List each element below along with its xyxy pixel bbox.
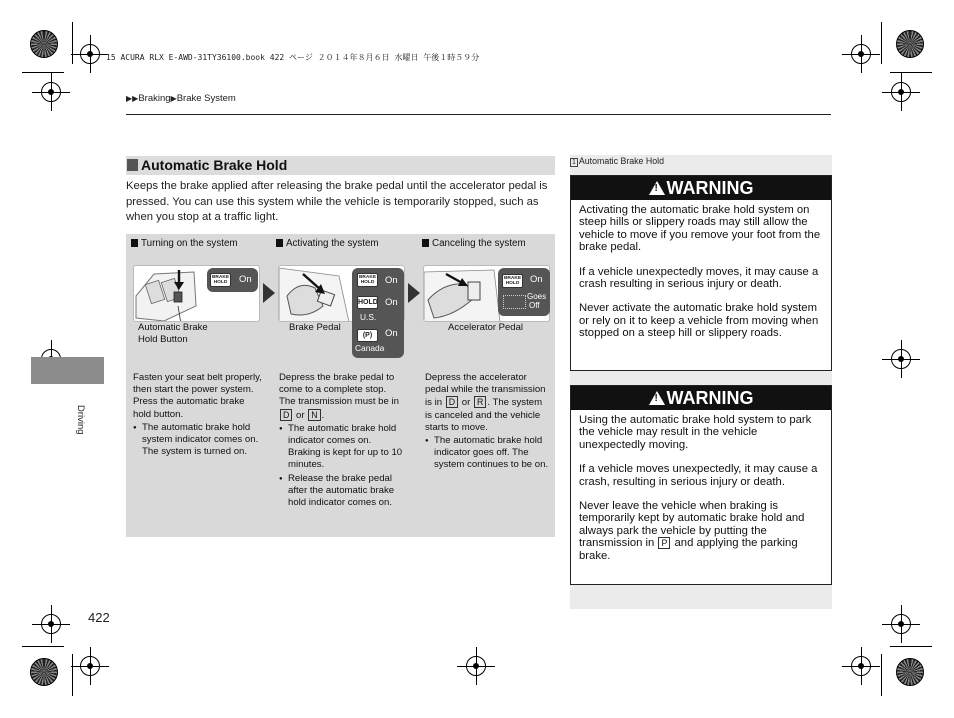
page-number: 422 (88, 610, 110, 625)
brake-hold-indicator-icon: BRAKE HOLD (358, 275, 377, 286)
step-1-callout-line-2: Hold Button (138, 334, 188, 345)
section-square-icon (127, 159, 138, 171)
crop-line (72, 22, 73, 64)
canada-region-label: Canada (355, 343, 385, 353)
warning-2-paragraph-1: Using the automatic brake hold system to park the vehicle may result in the vehicle unexpectedly moving. (579, 414, 812, 451)
chapter-side-tab (31, 357, 104, 384)
square-bullet-icon (276, 239, 283, 247)
crop-line (881, 22, 882, 64)
warning-1-paragraph-1: Activating the automatic brake hold system on steep hills or slippery roads may still allow the vehicle to move if you remove your foot from the brake pedal. (579, 204, 821, 254)
square-bullet-icon (422, 239, 429, 247)
reference-mark-icon: 1 (572, 159, 576, 166)
step-1-text: Fasten your seat belt properly, then start the power system. Press the automatic brake hold button. (133, 372, 262, 420)
chapter-label: Driving (75, 405, 86, 435)
hold-indicator-state: On (385, 297, 398, 308)
off-label: Off (529, 301, 540, 310)
step-arrow-2-icon (408, 283, 420, 303)
gear-r-key: R (474, 396, 486, 408)
color-registration-mark-bottom-right (896, 658, 924, 686)
step-arrow-1-icon (263, 283, 275, 303)
step-3-title: Canceling the system (422, 238, 526, 249)
step-1-body (133, 372, 263, 458)
gear-n-key: N (308, 409, 320, 421)
step-2-indicator-panel (352, 268, 404, 358)
step-3-indicator-state: On (530, 274, 543, 285)
registration-mark-top-right (851, 44, 871, 64)
crop-line (881, 654, 882, 696)
breadcrumb-item-braking[interactable]: Braking (138, 93, 171, 104)
registration-mark-top-right-2 (891, 82, 911, 102)
warning-heading-2: !WARNING (571, 386, 831, 410)
step-3-text: Depress the accelerator pedal while the transmission is in D or R . The system is canceled and the vehicle starts to move. (425, 372, 546, 433)
step-3-body (425, 372, 549, 472)
file-meta: 15 ACURA RLX E-AWD-31TY36100.book 422 ページ ２０１４年８月６日 水曜日 午後１時５９分 (106, 53, 480, 62)
warning-box-2 (570, 385, 832, 585)
breadcrumb-arrows: ▶▶ (126, 94, 139, 103)
registration-mark-right-middle (891, 349, 911, 369)
gear-p-key: P (658, 537, 670, 549)
step-1-indicator-panel (207, 268, 258, 292)
registration-mark-bottom-center (466, 656, 486, 676)
canada-indicator-state: On (385, 328, 398, 339)
gear-d-key: D (280, 409, 292, 421)
step-3-bullet: ● The automatic brake hold indicator goes off. The system continues to be on. (425, 435, 549, 472)
step-3-indicator-panel (498, 268, 550, 316)
crop-line (890, 72, 932, 73)
crop-line (890, 646, 932, 647)
warning-2-paragraph-2: If a vehicle moves unexpectedly, it may cause a crash, resulting in serious injury or death. (579, 463, 818, 488)
crop-line (72, 654, 73, 696)
step-2-title: Activating the system (276, 238, 379, 249)
section-intro: Keeps the brake applied after releasing the brake pedal until the accelerator pedal is pressed. You can use this system while the vehicle is temporarily stopped, such as when you stop at a traffic light. (126, 180, 548, 224)
step-2-text: Depress the brake pedal to come to a complete stop. The transmission must be in D or N . (279, 372, 399, 421)
registration-mark-top-left (80, 44, 100, 64)
step-1-title: Turning on the system (131, 238, 238, 249)
us-region-label: U.S. (360, 312, 377, 322)
crop-line (22, 646, 64, 647)
header-rule (126, 114, 831, 115)
step-2-bullet-1: ● The automatic brake hold indicator comes on. Braking is kept for up to 10 minutes. (279, 423, 405, 472)
color-registration-mark-top-left (30, 30, 58, 58)
gear-d-key: D (446, 396, 458, 408)
step-2-callout: Brake Pedal (289, 322, 341, 333)
hold-indicator-icon: HOLD (357, 296, 378, 309)
step-2-bullet-2: ● Release the brake pedal after the automatic brake hold indicator comes on. (279, 473, 405, 510)
step-3-callout: Accelerator Pedal (448, 322, 523, 333)
brake-hold-indicator-icon: BRAKE HOLD (211, 275, 230, 286)
breadcrumb-item-brake-system[interactable]: Brake System (176, 93, 236, 104)
step-2-body (279, 372, 405, 509)
warning-triangle-icon (649, 181, 665, 195)
warning-triangle-icon (649, 391, 665, 405)
step-1-callout (138, 322, 208, 346)
warning-heading-1: !WARNING (571, 176, 831, 200)
warning-2-paragraph-3: Never leave the vehicle when braking is temporarily kept by automatic brake hold and always park the vehicle by putting the transmission in P and applying the parking brake. (579, 500, 805, 562)
warning-1-paragraph-3: Never activate the automatic brake hold system or rely on it to keep a vehicle from moving when stopped on a steep hill or slippery roads. (579, 302, 819, 340)
sidebar-notes-title: 1 Automatic Brake Hold (572, 156, 664, 166)
goes-label: Goes (527, 292, 547, 301)
color-registration-mark-top-right (896, 30, 924, 58)
step-2-indicator-state: On (385, 275, 398, 286)
warning-box-1 (570, 175, 832, 371)
step-1-bullet: ● The automatic brake hold system indicator comes on. The system is turned on. (133, 422, 263, 459)
brake-hold-canada-icon: (P) (357, 329, 378, 342)
breadcrumb-separator: ▶ (170, 94, 177, 103)
square-bullet-icon (131, 239, 138, 247)
crop-line (22, 72, 64, 73)
registration-mark-top-left-2 (41, 82, 61, 102)
brake-hold-indicator-icon: BRAKE HOLD (503, 276, 522, 287)
color-registration-mark-bottom-left (30, 658, 58, 686)
registration-mark-bottom-left-2 (80, 656, 100, 676)
breadcrumb (126, 93, 236, 104)
warning-1-paragraph-2: If a vehicle unexpectedly moves, it may cause a crash resulting in serious injury or death. (579, 265, 819, 291)
registration-mark-bottom-left (41, 614, 61, 634)
step-1-callout-line-1: Automatic Brake (138, 322, 208, 333)
indicator-off-outline (503, 295, 526, 309)
step-1-indicator-state: On (239, 274, 252, 285)
section-heading (126, 156, 555, 175)
section-title: Automatic Brake Hold (141, 157, 288, 173)
registration-mark-bottom-right-2 (851, 656, 871, 676)
registration-mark-bottom-right (891, 614, 911, 634)
